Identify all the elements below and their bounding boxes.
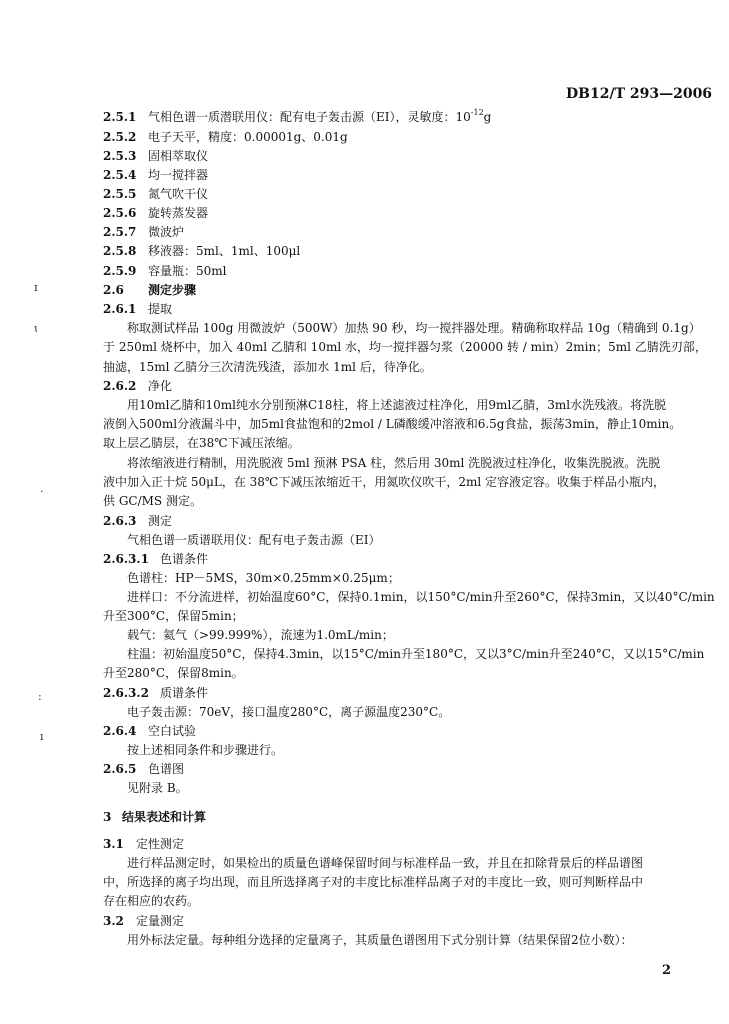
section-title: 测定	[148, 514, 173, 528]
scan-speck: ɪ	[34, 281, 38, 294]
item-number: 2.5.3	[103, 149, 137, 163]
section-number: 2.6.3	[103, 514, 137, 528]
page-number: 2	[662, 963, 672, 978]
item-number: 2.5.1	[103, 110, 137, 124]
paragraph-line: 中，所选择的离子均出现，而且所选择离子对的丰度比标准样品离子对的丰度比一致，则可判断样品中	[103, 875, 644, 889]
standard-code: DB12/T 293—2006	[566, 86, 713, 102]
item-text: 微波炉	[148, 225, 185, 239]
paragraph-line: 电子轰击源：70eV，接口温度280°C，离子源温度230°C。	[127, 705, 451, 719]
item-number: 2.5.4	[103, 168, 137, 182]
section-title: 空白试验	[148, 724, 197, 738]
paragraph-line: 按上述相同条件和步骤进行。	[127, 743, 284, 757]
paragraph-line: 色谱柱：HP－5MS，30m×0.25mm×0.25μm；	[127, 571, 400, 585]
section-number: 2.6.3.1	[103, 552, 149, 566]
section-title: 定性测定	[136, 837, 185, 851]
paragraph-line: 进样口：不分流进样，初始温度60°C，保持0.1min，以150°C/min升至260°C，保持3min，又以40°C/min	[127, 590, 715, 604]
paragraph-line: 柱温：初始温度50°C，保持4.3min，以15°C/min升至180°C，又以3°C/min升至240°C，又以15°C/min	[127, 647, 705, 661]
scan-speck: ɩ	[34, 322, 39, 335]
item-number: 2.5.6	[103, 206, 137, 220]
item-text: 气相色谱一质潜联用仪：配有电子轰击源（EI），灵敏度：$10^{-12}g$	[148, 108, 492, 124]
section-number: 2.6.1	[103, 302, 137, 316]
paragraph-line: 用外标法定量。每种组分选择的定量离子，其质量色谱图用下式分别计算（结果保留2位小数）：	[127, 933, 633, 947]
section-title: 质谱条件	[160, 686, 209, 700]
item-text: 电子天平，精度：0.00001g、0.01g	[148, 130, 348, 144]
item-text: 移液器：5ml、1ml、100μl	[148, 244, 301, 258]
item-number: 2.5.2	[103, 130, 137, 144]
section-number: 2.6.2	[103, 379, 137, 393]
item-text: 均一搅拌器	[148, 168, 209, 182]
section-title: 定量测定	[136, 914, 185, 928]
paragraph-line: 称取测试样品 100g 用微波炉（500W）加热 90 秒，均一搅拌器处理。精确称取样品 10g（精确到 0.1g）	[127, 321, 701, 335]
scan-speck: :	[38, 690, 42, 703]
item-text: 旋转蒸发器	[148, 206, 209, 220]
paragraph-line: 见附录 B。	[127, 781, 188, 795]
paragraph-line: 升至280°C，保留8min。	[103, 666, 244, 680]
paragraph-line: 气相色谱一质谱联用仪：配有电子轰击源（EI）	[127, 533, 381, 547]
paragraph-line: 取上层乙腈层，在38℃下减压浓缩。	[103, 436, 300, 450]
item-text: 氮气吹干仪	[148, 187, 209, 201]
scan-speck: ı	[40, 730, 44, 743]
item-text: 固相萃取仪	[148, 149, 209, 163]
paragraph-line: 于 250ml 烧杯中，加入 40ml 乙腈和 10ml 水，均一搅拌器匀浆（20000 转 / min）2min；5ml 乙腈洗刃部，	[103, 340, 707, 354]
scan-speck: .	[40, 482, 44, 495]
section-number: 3.2	[103, 914, 124, 928]
paragraph-line: 液倒入500ml分液漏斗中，加5ml食盐饱和的2mol / L磷酸缓冲溶液和6.5g食盐，振荡3min，静止10min。	[103, 417, 682, 431]
chapter-number: 3	[103, 810, 112, 824]
section-number: 2.6.5	[103, 762, 137, 776]
paragraph-line: 存在相应的农药。	[103, 894, 200, 908]
section-number: 2.6.4	[103, 724, 137, 738]
item-number: 2.5.8	[103, 244, 137, 258]
section-title: 测定步骤	[148, 283, 197, 297]
paragraph-line: 载气：氦气（>99.999%），流速为1.0mL/min；	[127, 628, 394, 642]
section-title: 色谱图	[148, 762, 185, 776]
item-number: 2.5.7	[103, 225, 137, 239]
section-title: 提取	[148, 302, 173, 316]
paragraph-line: 将浓缩液进行精制，用洗脱液 5ml 预淋 PSA 柱，然后用 30ml 洗脱液过柱净化，收集洗脱液。洗脱	[127, 456, 661, 470]
section-number: 2.6.3.2	[103, 686, 149, 700]
section-number: 3.1	[103, 837, 124, 851]
section-number: 2.6	[103, 283, 124, 297]
section-title: 净化	[148, 379, 173, 393]
chapter-title: 结果表述和计算	[122, 810, 207, 824]
paragraph-line: 进行样品测定时，如果检出的质量色谱峰保留时间与标准样品一致，并且在扣除背景后的样品谱图	[127, 856, 644, 870]
section-title: 色谱条件	[160, 552, 209, 566]
item-number: 2.5.5	[103, 187, 137, 201]
paragraph-line: 用10ml乙腈和10ml纯水分别预淋C18柱，将上述滤液过柱净化，用9ml乙腈，3ml水洗残液。将洗脱	[127, 398, 667, 412]
paragraph-line: 供 GC/MS 测定。	[103, 494, 202, 508]
item-number: 2.5.9	[103, 264, 137, 278]
paragraph-line: 抽滤，15ml 乙腈分三次清洗残渣，添加水 1ml 后，待净化。	[103, 360, 432, 374]
paragraph-line: 液中加入正十烷 50μL，在 38℃下减压浓缩近干，用氮吹仪吹干，2ml 定容液定容。收集于样品小瓶内，	[103, 475, 666, 489]
paragraph-line: 升至300°C，保留5min；	[103, 609, 244, 623]
item-text: 容量瓶：50ml	[148, 264, 227, 278]
